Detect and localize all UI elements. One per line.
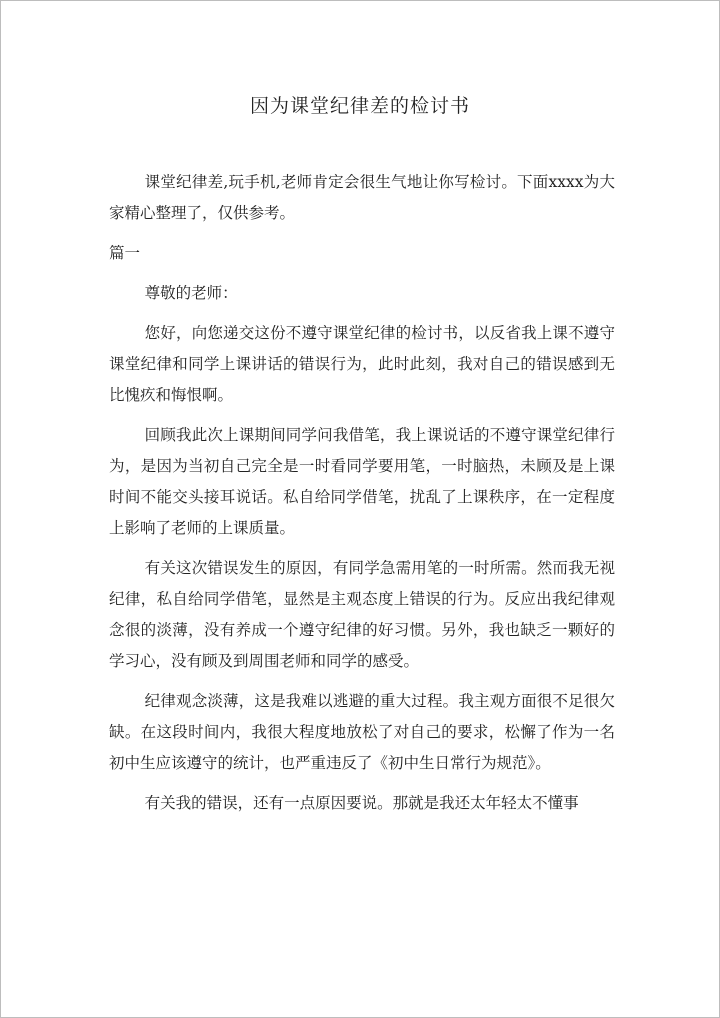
document-title: 因为课堂纪律差的检讨书 <box>249 95 470 117</box>
section-heading: 篇一 <box>109 244 141 262</box>
document-body <box>109 167 615 819</box>
paragraph-intro: 课堂纪律差,玩手机,老师肯定会很生气地让你写检讨。下面xxxx为大家精心整理了，仅供参考。 <box>109 173 615 222</box>
paragraph: 您好，向您递交这份不遵守课堂纪律的检讨书，以反省我上课不遵守课堂纪律和同学上课讲话的错误行为，此时此刻，我对自己的错误感到无比愧疚和悔恨啊。 <box>109 324 615 404</box>
paragraph: 有关我的错误，还有一点原因要说。那就是我还太年轻太不懂事 <box>144 794 579 812</box>
paragraph: 纪律观念淡薄，这是我难以逃避的重大过程。我主观方面很不足很欠缺。在这段时间内，我很大程度地放松了对自己的要求，松懈了作为一名初中生应该遵守的统计，也严重违反了《初中生日常行为规范》。 <box>109 692 615 772</box>
salutation: 尊敬的老师： <box>144 284 238 302</box>
paragraph: 回顾我此次上课期间同学问我借笔，我上课说话的不遵守课堂纪律行为，是因为当初自己完全是一时看同学要用笔，一时脑热，未顾及是上课时间不能交头接耳说话。私自给同学借笔，扰乱了上课秩序，在一定程度上影响了老师的上课质量。 <box>109 426 615 537</box>
paragraph: 有关这次错误发生的原因，有同学急需用笔的一时所需。然而我无视纪律，私自给同学借笔，显然是主观态度上错误的行为。反应出我纪律观念很的淡薄，没有养成一个遵守纪律的好习惯。另外，我也缺乏一颗好的学习心，没有顾及到周围老师和同学的感受。 <box>109 559 615 670</box>
